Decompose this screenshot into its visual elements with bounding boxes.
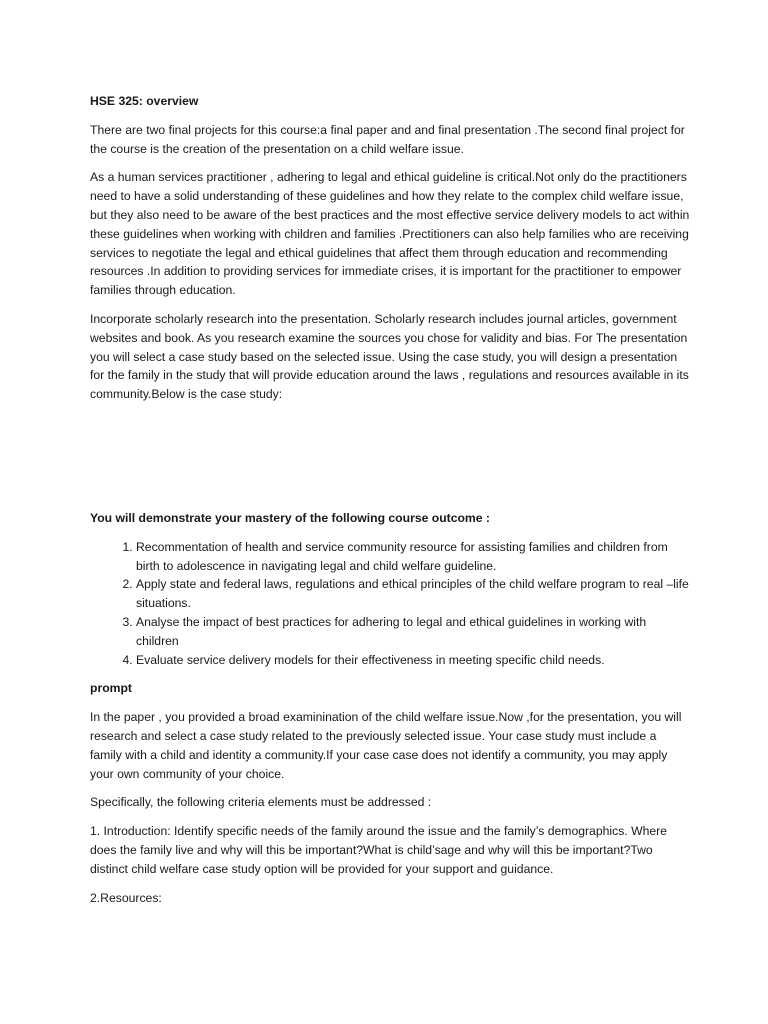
prompt-heading: prompt xyxy=(90,681,132,696)
criteria-intro: Specifically, the following criteria elements must be addressed : xyxy=(90,795,432,810)
intro-paragraph: Incorporate scholarly research into the presentation. Scholarly research includes journal articles, government websites and book. As you research examine the sources you chose for validity and bias. For The presentation you will select a case study based on the selected issue. Using the case study, you will design a presentation for the family in the study that will provide education around the laws , regulations and resources available in its community.Below is the case study: xyxy=(90,311,689,402)
outcome-item: 3. Analyse the impact of best practices for adhering to legal and ethical guidelines in working with children xyxy=(136,613,690,651)
outcome-item: 4. Evaluate service delivery models for their effectiveness in meeting specific child needs. xyxy=(136,651,690,670)
outcome-item: 1. Recommentation of health and service community resource for assisting families and children from birth to adolescence in navigating legal and child welfare guideline. xyxy=(136,538,690,576)
outcome-item: 2. Apply state and federal laws, regulations and ethical principles of the child welfare program to real –life situations. xyxy=(136,575,690,613)
outcomes-list xyxy=(90,538,690,670)
document-page xyxy=(90,92,690,917)
prompt-paragraph: In the paper , you provided a broad examinination of the child welfare issue.Now ,for the presentation, you will research and select a case study related to the previously selected issue. Your case study must include a family with a child and identity a community.If your case case does not identify a community, you may apply your own community of your choice. xyxy=(90,710,682,781)
blank-space xyxy=(90,414,690,509)
intro-paragraph: As a human services practitioner , adhering to legal and ethical guideline is critical.Not only do the practitioners need to have a solid understanding of these guidelines and how they relate to the complex child welfare issue, but they also need to be aware of the best practices and the most effective service delivery models to act within these guidelines when working with children and families .Prectitioners can also help families who are receiving services to negotiate the legal and ethical guidelines that affect them through education and recommending resources .In addition to providing services for immediate crises, it is important for the practitioner to empower families through education. xyxy=(90,170,690,298)
criteria-introduction: 1. Introduction: Identify specific needs of the family around the issue and the family’s demographics. Where does the family live and why will this be important?What is child’sage and why will this be important?Two distinct child welfare case study option will be provided for your support and guidance. xyxy=(90,824,667,876)
outcomes-heading: You will demonstrate your mastery of the following course outcome : xyxy=(90,510,490,525)
document-title: HSE 325: overview xyxy=(90,94,199,108)
criteria-resources: 2.Resources: xyxy=(90,890,162,905)
intro-paragraph: There are two final projects for this course:a final paper and and final presentation .The second final project for the course is the creation of the presentation on a child welfare issue. xyxy=(90,122,685,156)
